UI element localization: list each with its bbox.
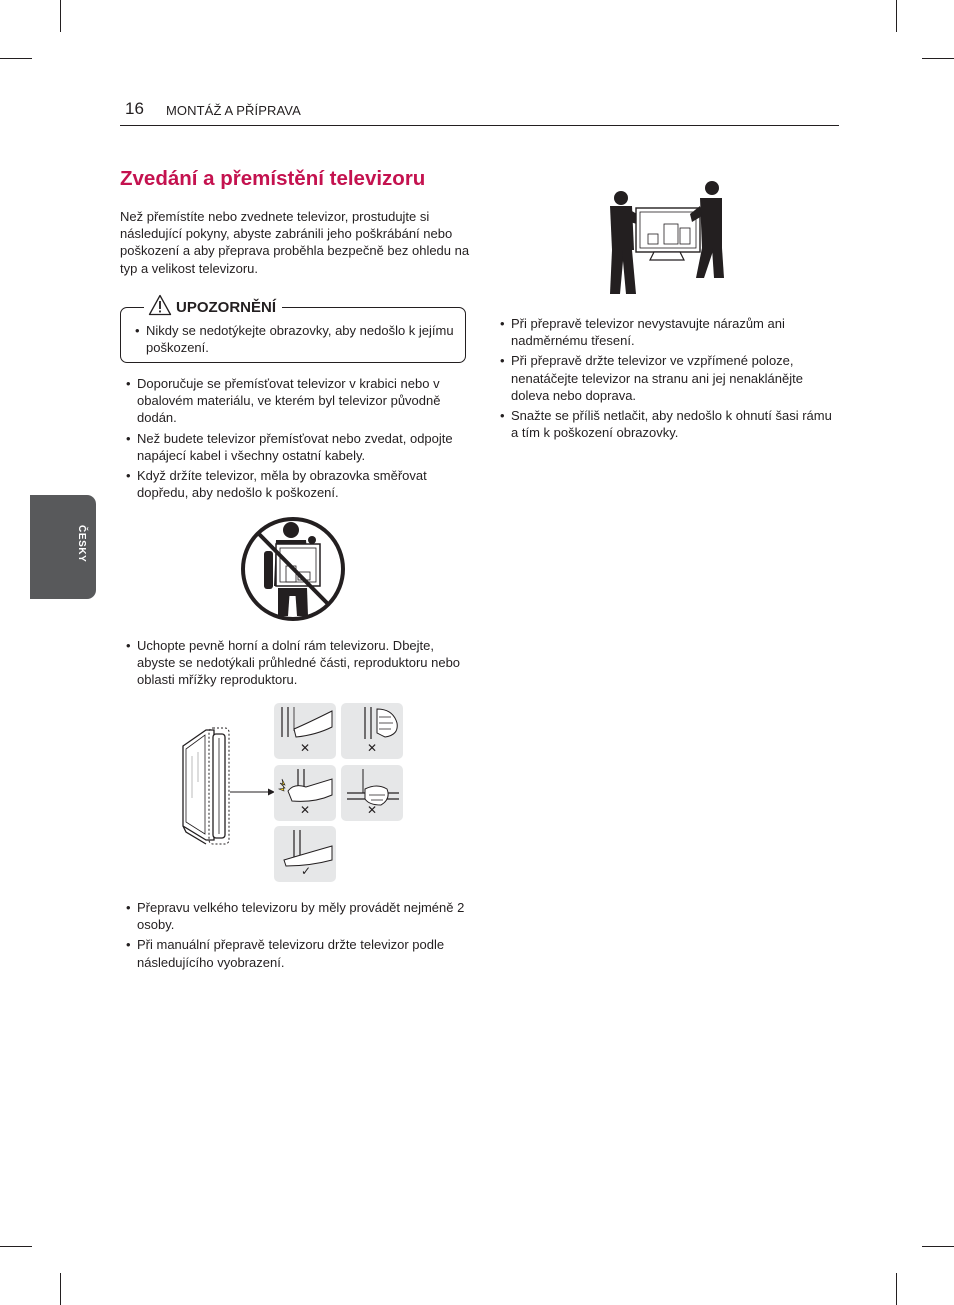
wrong-mark: ✕ (300, 803, 311, 817)
list-item: • Při manuální přepravě televizoru držte televizor podle následujícího vyobrazení. (126, 936, 466, 970)
two-person-carry-figure (600, 178, 730, 296)
page-title: Zvedání a přemístění televizoru (120, 167, 426, 190)
crop-mark (896, 0, 897, 32)
grip-panel (274, 703, 336, 759)
list-item: • Přepravu velkého televizoru by měly provádět nejméně 2 osoby. (126, 899, 466, 933)
right-mark: ✓ (301, 864, 312, 878)
grip-panel (341, 765, 403, 821)
list-item: • Při přepravě držte televizor ve vzpřímené poloze, nenatáčejte televizor na stranu ani jej nenaklánějte doleva nebo doprava. (500, 352, 836, 404)
list-item: • Uchopte pevně horní a dolní rám televizoru. Dbejte, abyste se nedotýkali průhledné části, reproduktoru nebo oblasti mřížky reproduktoru. (126, 637, 466, 689)
crop-mark (60, 1273, 61, 1305)
bullet-list (126, 375, 466, 504)
page-number: 16 (125, 99, 144, 118)
language-tab-label: ČESKY (76, 525, 87, 563)
crop-mark (0, 58, 32, 59)
intro-paragraph: Než přemístíte nebo zvednete televizor, prostudujte si následující pokyny, abyste zabránili jeho poškrábání nebo poškození a aby přeprava proběhla bezpečně bez ohledu na typ a velikost televizoru. (120, 209, 470, 276)
list-item: • Při přepravě televizor nevystavujte nárazům ani nadměrnému třesení. (500, 315, 836, 349)
crop-mark (896, 1273, 897, 1305)
wrong-mark: ✕ (300, 741, 311, 755)
caution-header (144, 294, 282, 320)
do-not-carry-figure (240, 516, 348, 624)
person-head (283, 522, 299, 538)
grip-panel (274, 765, 336, 821)
caution-list (135, 322, 457, 359)
crop-mark (922, 58, 954, 59)
header-rule (120, 125, 839, 126)
list-item: • Než budete televizor přemísťovat nebo zvedat, odpojte napájecí kabel i všechny ostatní kabely. (126, 430, 466, 464)
list-item: • Nikdy se nedotýkejte obrazovky, aby nedošlo k jejímu poškození. (135, 322, 457, 356)
wrong-mark: ✕ (367, 741, 378, 755)
crop-mark (60, 0, 61, 32)
bullet-list (126, 899, 466, 974)
list-item: • Když držíte televizor, měla by obrazovka směřovat dopředu, aby nedošlo k poškození. (126, 467, 466, 501)
wrong-mark: ✕ (367, 803, 378, 817)
crop-mark (0, 1246, 32, 1247)
tv-side-figure (178, 722, 278, 850)
warning-triangle-icon (148, 294, 172, 321)
grip-panel (274, 826, 336, 882)
bullet-list (500, 315, 836, 444)
caution-label: UPOZORNĚNÍ (176, 298, 277, 316)
grip-panel (341, 703, 403, 759)
crop-mark (922, 1246, 954, 1247)
list-item: • Doporučuje se přemísťovat televizor v krabici nebo v obalovém materiálu, ve kterém byl televizor původně dodán. (126, 375, 466, 427)
bullet-list (126, 637, 466, 692)
section-title: MONTÁŽ A PŘÍPRAVA (166, 103, 301, 118)
list-item: • Snažte se příliš netlačit, aby nedošlo k ohnutí šasi rámu a tím k poškození obrazovky. (500, 407, 836, 441)
